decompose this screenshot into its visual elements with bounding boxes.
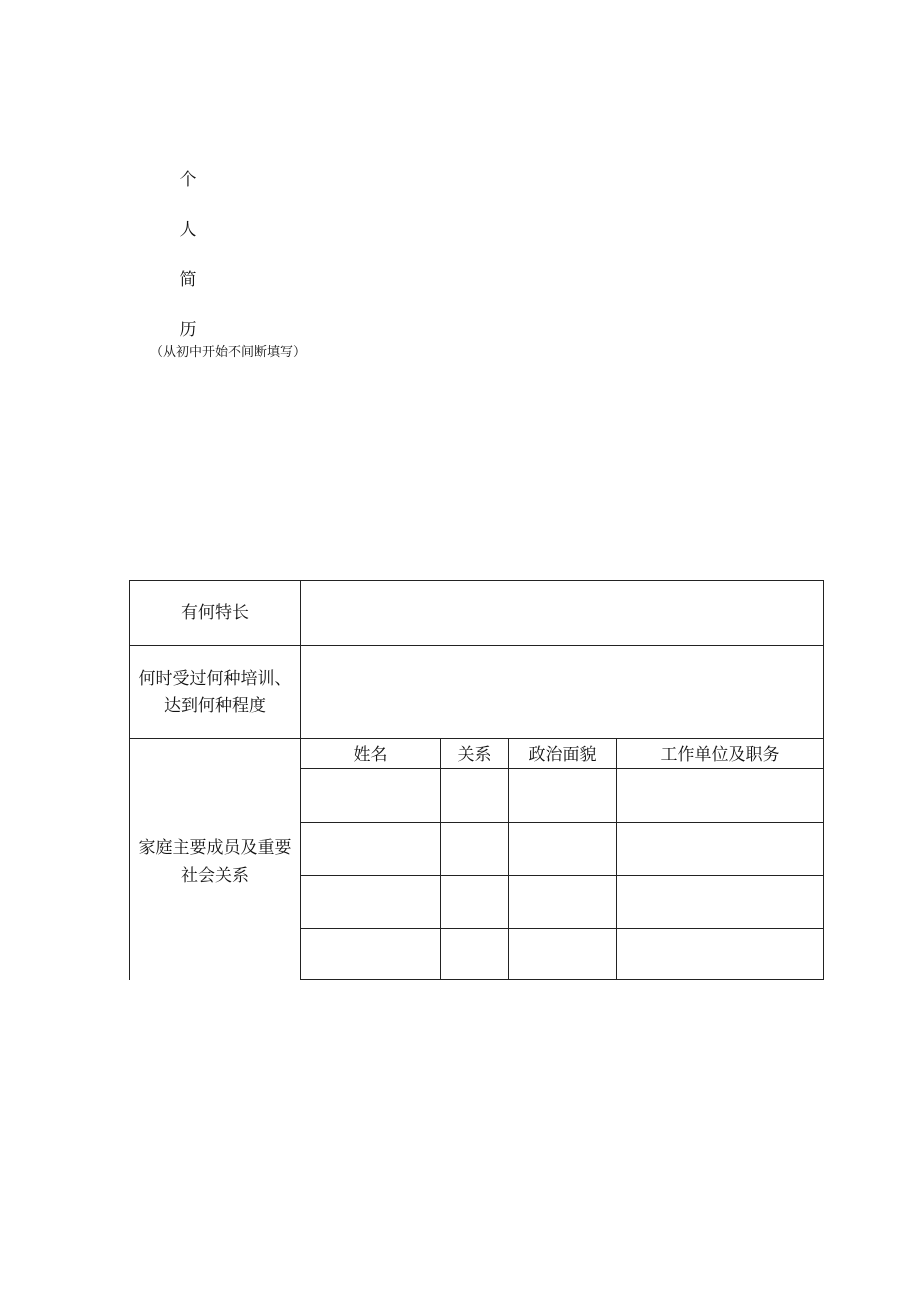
resume-title-char-2: 人 [179, 220, 197, 240]
family-row-2-relation[interactable] [441, 823, 508, 875]
specialty-field[interactable] [301, 581, 823, 645]
specialty-label: 有何特长 [181, 603, 249, 623]
family-row-3-name[interactable] [301, 876, 440, 928]
resume-fill-note: （从初中开始不间断填写） [150, 345, 307, 360]
family-row-1-employer[interactable] [617, 769, 823, 822]
family-row-2-political-status[interactable] [509, 823, 616, 875]
family-row-4-relation[interactable] [441, 929, 508, 979]
table-right-border [823, 580, 824, 980]
family-row-2-name[interactable] [301, 823, 440, 875]
family-row-2-employer[interactable] [617, 823, 823, 875]
table-bottom-border [300, 979, 824, 980]
table-row-divider [129, 738, 824, 739]
family-row-3-relation[interactable] [441, 876, 508, 928]
family-row-4-employer[interactable] [617, 929, 823, 979]
family-label-line2: 社会关系 [181, 866, 249, 886]
resume-title-char-4: 历 [179, 320, 197, 340]
family-row-4-name[interactable] [301, 929, 440, 979]
family-row-1-name[interactable] [301, 769, 440, 822]
training-label-line1: 何时受过何种培训、 [138, 669, 292, 689]
resume-title-char-1: 个 [179, 170, 197, 190]
training-field[interactable] [301, 646, 823, 738]
family-row-1-relation[interactable] [441, 769, 508, 822]
family-row-1-political-status[interactable] [509, 769, 616, 822]
family-row-3-political-status[interactable] [509, 876, 616, 928]
training-label-line2: 达到何种程度 [164, 696, 266, 716]
family-header-relation: 关系 [457, 745, 492, 765]
table-left-border [129, 580, 130, 980]
family-label-line1: 家庭主要成员及重要 [138, 838, 292, 858]
family-header-political-status: 政治面貌 [528, 745, 597, 765]
family-header-employer-position: 工作单位及职务 [660, 745, 780, 765]
resume-title-char-3: 简 [179, 270, 197, 290]
family-row-4-political-status[interactable] [509, 929, 616, 979]
family-header-name: 姓名 [353, 745, 388, 765]
family-row-3-employer[interactable] [617, 876, 823, 928]
